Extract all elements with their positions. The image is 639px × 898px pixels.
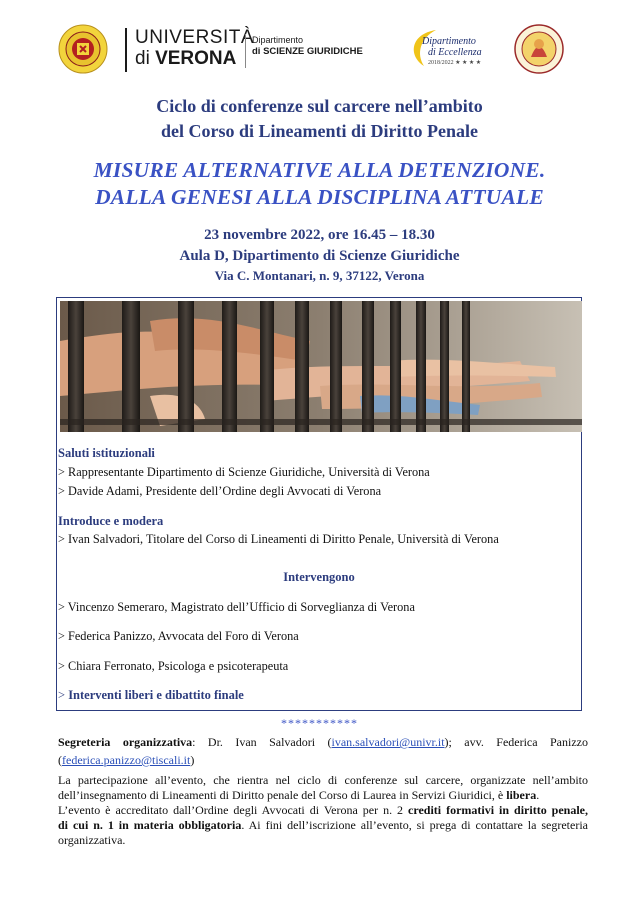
- speakers-heading: Intervengono: [283, 570, 355, 584]
- prison-bars-illustration: [60, 301, 582, 432]
- main-title-line1: MISURE ALTERNATIVE ALLA DETENZIONE.: [93, 158, 546, 182]
- university-name-line2: di VERONA: [135, 48, 237, 69]
- info-paragraph-line4: di cui n. 1 in materia obbligatoria. Ai fini dell’iscrizione all’evento, si prega di contattare la segreteria: [58, 818, 588, 832]
- excellence-years: 2018/2022 ★ ★ ★ ★: [428, 60, 482, 66]
- excellence-logo: [406, 26, 492, 72]
- cycle-title-line2: del Corso di Lineamenti di Diritto Penale: [161, 121, 478, 141]
- closing-item: > Interventi liberi e dibattito finale: [58, 688, 244, 702]
- moderator-heading: Introduce e modera: [58, 514, 164, 528]
- event-room: Aula D, Dipartimento di Scienze Giuridiche: [179, 248, 460, 264]
- university-seal-icon: [58, 24, 108, 74]
- speaker-item-1: > Vincenzo Semeraro, Magistrato dell’Ufficio di Sorveglianza di Verona: [58, 600, 415, 614]
- greeting-item-1: > Rappresentante Dipartimento di Scienze Giuridiche, Università di Verona: [58, 465, 430, 479]
- speaker-item-2: > Federica Panizzo, Avvocata del Foro di Verona: [58, 629, 299, 643]
- excellence-line1: Dipartimento: [422, 36, 476, 47]
- secretary-line-2: (federica.panizzo@tiscali.it): [58, 753, 195, 767]
- greetings-heading: Saluti istituzionali: [58, 446, 155, 460]
- department-line1: Dipartimento: [252, 35, 304, 45]
- department-line2: di SCIENZE GIURIDICHE: [252, 46, 363, 57]
- secretary-email-2[interactable]: federica.panizzo@tiscali.it: [62, 753, 191, 767]
- excellence-line2: di Eccellenza: [428, 47, 482, 58]
- main-title-line2: DALLA GENESI ALLA DISCIPLINA ATTUALE: [95, 185, 544, 209]
- info-paragraph-line3: L’evento è accreditato dall’Ordine degli Avvocati di Verona per n. 2 crediti formativi in diritto penale,: [58, 803, 588, 817]
- info-paragraph-line1: La partecipazione all’evento, che rientra nel ciclo di conferenze sul carcere, organizzate nell’ambito: [58, 773, 588, 787]
- event-date-time: 23 novembre 2022, ore 16.45 – 18.30: [204, 227, 435, 243]
- greeting-item-2: > Davide Adami, Presidente dell’Ordine degli Avvocati di Verona: [58, 484, 382, 498]
- secretary-line: Segreteria organizzativa: Dr. Ivan Salvadori (ivan.salvadori@univr.it); avv. Federica Panizzo: [58, 735, 588, 749]
- cycle-title-line1: Ciclo di conferenze sul carcere nell’ambito: [156, 96, 483, 116]
- header-logos: [0, 18, 639, 80]
- secretary-email-1[interactable]: ivan.salvadori@univr.it: [331, 735, 445, 749]
- university-logo: [125, 28, 254, 72]
- department-logo: [245, 34, 363, 68]
- info-paragraph-line2: dell’insegnamento di Lineamenti di Diritto penale del Corso di Laurea in Servizi Giuridici, è libera.: [58, 788, 540, 802]
- event-address: Via C. Montanari, n. 9, 37122, Verona: [214, 268, 425, 283]
- info-paragraph-line5: organizzativa.: [58, 833, 126, 847]
- separator-stars: ***********: [281, 716, 358, 730]
- speaker-item-3: > Chiara Ferronato, Psicologa e psicoterapeuta: [58, 659, 289, 673]
- university-name-line1: UNIVERSITÀ: [135, 27, 255, 48]
- moderator-item: > Ivan Salvadori, Titolare del Corso di Lineamenti di Diritto Penale, Università di Verona: [58, 532, 499, 546]
- order-seal-icon: [514, 24, 564, 74]
- prison-bars-photo: [60, 301, 582, 432]
